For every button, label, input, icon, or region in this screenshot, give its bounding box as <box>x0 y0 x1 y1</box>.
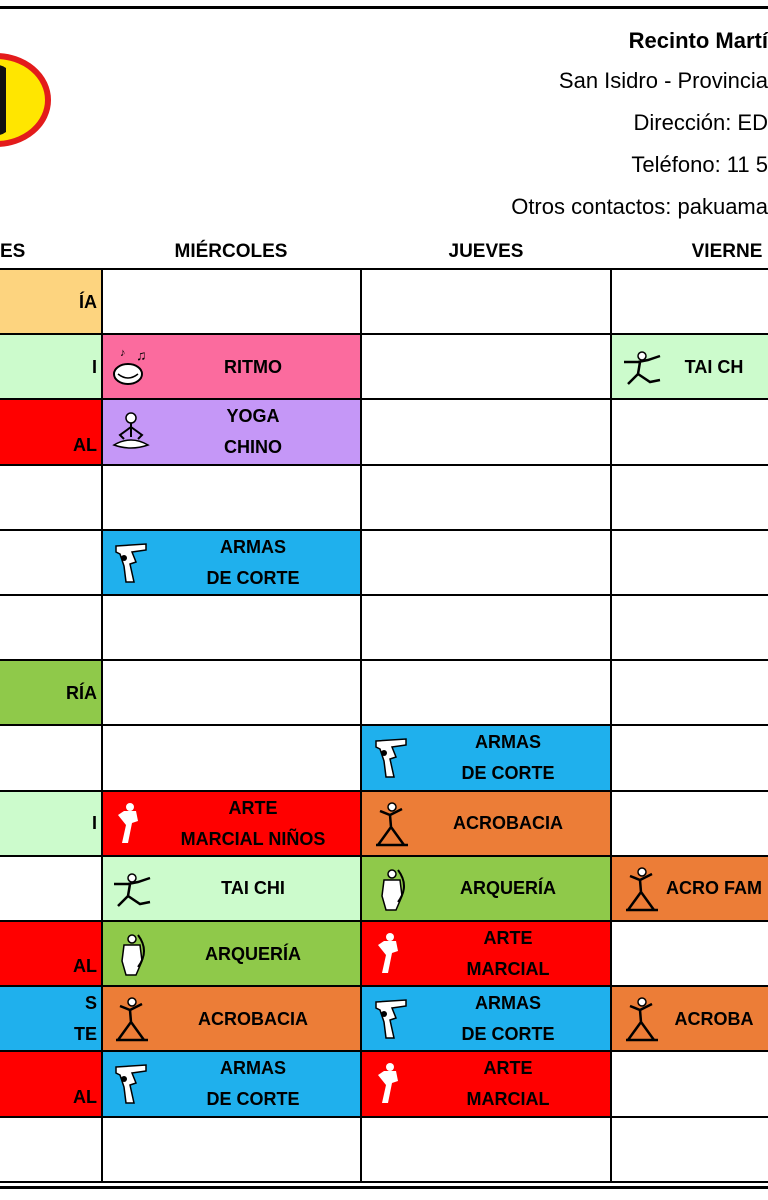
schedule-cell-1-2 <box>102 400 360 464</box>
schedule-cell-3-10 <box>612 922 768 986</box>
class-label: ACRO FAM <box>666 878 762 899</box>
schedule-cell-3-6 <box>612 661 768 725</box>
schedule-cell-0-9 <box>0 857 101 921</box>
schedule-cell-0-10 <box>0 922 101 986</box>
schedule-cell-1-12 <box>102 1052 360 1116</box>
class-label: ARMAS DE CORTE <box>206 1058 300 1110</box>
svg-text:♪: ♪ <box>120 347 126 360</box>
class-label: I <box>91 813 97 834</box>
row-divider <box>0 268 768 270</box>
acrobat-icon <box>370 801 412 847</box>
schedule-cell-0-13 <box>0 1118 101 1182</box>
kick-figure-icon <box>370 931 412 977</box>
schedule-cell-2-11 <box>362 987 610 1051</box>
schedule-cell-0-2 <box>0 400 101 464</box>
drum-icon <box>110 344 152 390</box>
schedule-cell-0-1 <box>0 335 101 399</box>
schedule-cell-0-5 <box>0 596 101 660</box>
kick-figure-icon <box>110 801 152 847</box>
schedule-cell-2-8 <box>362 792 610 856</box>
archer-icon <box>110 931 152 977</box>
row-divider <box>0 1116 768 1118</box>
weapons-figure-icon <box>370 996 412 1042</box>
archer-icon <box>370 866 412 912</box>
schedule-cell-2-12 <box>362 1052 610 1116</box>
row-divider <box>0 464 768 466</box>
row-divider <box>0 529 768 531</box>
schedule-cell-3-9 <box>612 857 768 921</box>
schedule-cell-2-3 <box>362 466 610 530</box>
row-divider <box>0 855 768 857</box>
acrobat-icon <box>110 996 152 1042</box>
column-divider <box>610 268 612 1182</box>
school-name: Recinto Martí <box>628 28 768 53</box>
row-divider <box>0 790 768 792</box>
schedule-cell-1-8 <box>102 792 360 856</box>
class-label: AL <box>73 956 97 977</box>
schedule-cell-3-0 <box>612 270 768 334</box>
day-header-wednesday: MIÉRCOLES <box>174 241 288 262</box>
schedule-cell-3-4 <box>612 531 768 595</box>
schedule-cell-0-8 <box>0 792 101 856</box>
schedule-cell-1-0 <box>102 270 360 334</box>
row-divider <box>0 398 768 400</box>
schedule-cell-3-3 <box>612 466 768 530</box>
schedule-cell-2-7 <box>362 726 610 790</box>
row-divider <box>0 1050 768 1052</box>
school-contacts: Otros contactos: pakuama <box>511 194 768 219</box>
meditation-icon <box>110 409 152 455</box>
class-label: ACROBACIA <box>453 813 563 834</box>
acrobat-icon <box>620 996 662 1042</box>
school-header <box>248 22 768 228</box>
school-address: Dirección: ED <box>633 110 768 135</box>
class-label: AL <box>73 1086 97 1107</box>
taichi-figure-icon <box>620 344 662 390</box>
day-header-thursday: JUEVES <box>448 241 524 262</box>
class-label: YOGA CHINO <box>224 406 282 458</box>
schedule-cell-2-6 <box>362 661 610 725</box>
school-logo <box>0 52 52 152</box>
row-divider <box>0 659 768 661</box>
acrobat-icon <box>620 866 662 912</box>
schedule-cell-2-0 <box>362 270 610 334</box>
schedule-cell-3-8 <box>612 792 768 856</box>
schedule-cell-0-4 <box>0 531 101 595</box>
day-header-friday: VIERNE <box>691 241 763 262</box>
class-label: ARMAS DE CORTE <box>206 536 300 588</box>
schedule-cell-1-1 <box>102 335 360 399</box>
schedule-cell-3-1 <box>612 335 768 399</box>
row-divider <box>0 920 768 922</box>
schedule-cell-1-11 <box>102 987 360 1051</box>
weapons-figure-icon <box>370 735 412 781</box>
schedule-cell-3-5 <box>612 596 768 660</box>
class-label: TAI CHI <box>221 878 285 899</box>
class-label: ARMAS DE CORTE <box>461 732 555 784</box>
schedule-cell-3-7 <box>612 726 768 790</box>
class-label: ÍA <box>79 291 97 312</box>
schedule-cell-0-11 <box>0 987 101 1051</box>
class-label: ARMAS DE CORTE <box>461 993 555 1045</box>
class-label: TAI CH <box>684 356 744 377</box>
schedule-cell-2-10 <box>362 922 610 986</box>
schedule-cell-2-9 <box>362 857 610 921</box>
column-divider <box>101 268 103 1182</box>
day-header-tuesday: ES <box>0 241 26 262</box>
row-divider <box>0 1181 768 1183</box>
schedule-cell-0-6 <box>0 661 101 725</box>
schedule-cell-1-3 <box>102 466 360 530</box>
kick-figure-icon <box>370 1061 412 1107</box>
schedule-cell-1-7 <box>102 726 360 790</box>
class-label: ARQUERÍA <box>204 943 301 964</box>
schedule-cell-1-9 <box>102 857 360 921</box>
weapons-figure-icon <box>110 1061 152 1107</box>
schedule-cell-2-5 <box>362 596 610 660</box>
row-divider <box>0 985 768 987</box>
schedule-cell-2-4 <box>362 531 610 595</box>
class-label: AL <box>73 434 97 455</box>
schedule-cell-3-13 <box>612 1118 768 1182</box>
schedule-cell-1-5 <box>102 596 360 660</box>
schedule-cell-0-3 <box>0 466 101 530</box>
class-label: RÍA <box>66 682 97 703</box>
class-label: ARTE MARCIAL NIÑOS <box>180 797 326 849</box>
class-label: ACROBA <box>674 1008 754 1029</box>
taichi-figure-icon <box>110 866 152 912</box>
schedule-cell-2-1 <box>362 335 610 399</box>
schedule-cell-0-12 <box>0 1052 101 1116</box>
schedule-cell-2-13 <box>362 1118 610 1182</box>
class-label: ARTE MARCIAL <box>466 1058 550 1110</box>
schedule-cell-2-2 <box>362 400 610 464</box>
schedule-cell-0-7 <box>0 726 101 790</box>
top-border <box>0 6 768 9</box>
row-divider <box>0 333 768 335</box>
schedule-cell-3-2 <box>612 400 768 464</box>
schedule-cell-0-0 <box>0 270 101 334</box>
schedule-cell-1-13 <box>102 1118 360 1182</box>
schedule-cell-3-12 <box>612 1052 768 1116</box>
svg-text:♫: ♫ <box>136 347 147 364</box>
bottom-border <box>0 1186 768 1189</box>
class-label: RITMO <box>224 356 282 377</box>
school-location: San Isidro - Provincia <box>558 68 768 93</box>
row-divider <box>0 594 768 596</box>
class-label: ARQUERÍA <box>459 878 556 899</box>
weapons-figure-icon <box>110 540 152 586</box>
schedule-cell-1-10 <box>102 922 360 986</box>
row-divider <box>0 724 768 726</box>
class-label: ACROBACIA <box>198 1008 308 1029</box>
schedule-cell-1-4 <box>102 531 360 595</box>
school-phone: Teléfono: 11 5 <box>631 152 768 177</box>
schedule-cell-1-6 <box>102 661 360 725</box>
class-label: S TE <box>73 993 97 1045</box>
class-label: ARTE MARCIAL <box>466 928 550 980</box>
column-divider <box>360 268 362 1182</box>
class-label: I <box>91 356 97 377</box>
schedule-cell-3-11 <box>612 987 768 1051</box>
